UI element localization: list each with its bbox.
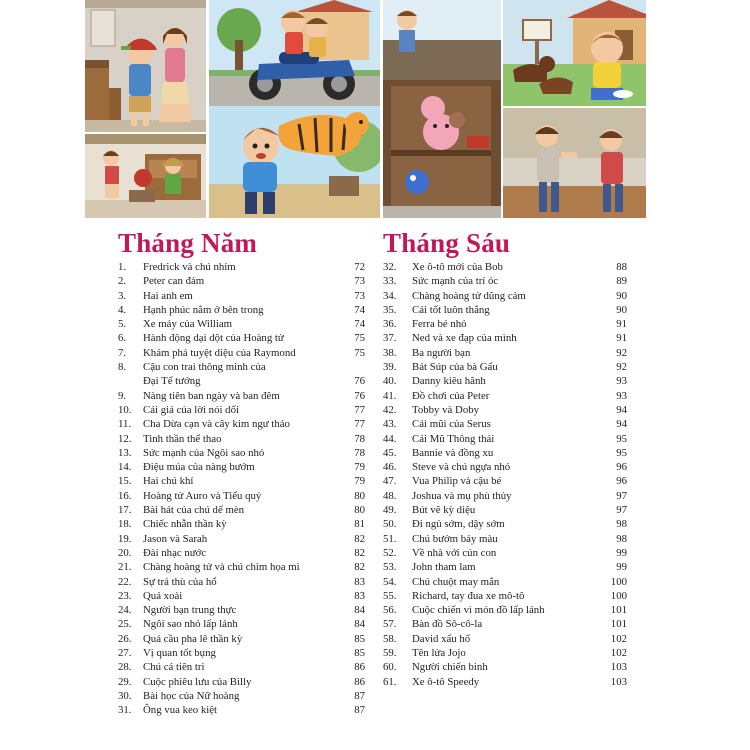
entry-number: 15. [118,475,132,488]
entry-number: 37. [383,332,397,345]
entry-page: 92 [616,361,627,374]
entry-page: 73 [354,289,365,302]
toc-entry [383,532,627,546]
entry-title: John tham lam [412,561,476,574]
entry-page: 100 [610,575,627,588]
entry-title: Vua Philip và cậu bé [412,475,502,488]
entry-page: 102 [610,632,627,645]
entry-number: 16. [118,489,132,502]
toc-entry [118,432,365,446]
entry-page: 77 [354,418,365,431]
entry-title: Cái mũi của Serus [412,418,491,431]
section-may [118,228,365,718]
entry-title: Danny kiêu hãnh [412,375,486,388]
entry-page: 103 [610,675,627,688]
entry-number: 20. [118,546,132,559]
entry-number: 49. [383,504,397,517]
entry-number: 13. [118,446,132,459]
entry-page: 92 [616,346,627,359]
entry-number: 7. [118,346,127,359]
entry-title: Cuộc phiêu lưu của Billy [143,675,252,688]
entry-title: Cái giá của lời nói dối [143,403,239,416]
entry-title: Cái Mũ Thông thái [412,432,495,445]
entry-number: 22. [118,575,132,588]
entry-number: 27. [118,647,132,660]
toc-entry [383,346,627,360]
entry-title: Bát Súp của bà Gấu [412,361,498,374]
toc-entry [383,474,627,488]
entry-title: Nàng tiên ban ngày và ban đêm [143,389,280,402]
entry-page: 83 [354,589,365,602]
entry-title: Đài nhạc nước [143,546,207,559]
entry-page: 75 [354,346,365,359]
entry-number: 34. [383,289,397,302]
entry-page: 80 [354,504,365,517]
toc-entry [118,646,365,660]
children-in-room-scene [85,134,206,218]
entry-number: 30. [118,689,132,702]
entry-number: 4. [118,303,127,316]
entry-page: 87 [354,704,365,717]
toc-entry [118,517,365,531]
entry-number: 6. [118,332,127,345]
entry-title: Bút vẽ kỳ diệu [412,504,476,517]
toc-entry [383,331,627,345]
entry-title: Ông vua keo kiệt [143,704,218,717]
entry-number: 58. [383,632,397,645]
toc-entry [118,317,365,331]
boy-with-dogs-scene [503,0,646,106]
entry-page: 95 [616,432,627,445]
entry-page: 84 [354,618,365,631]
entry-number: 19. [118,532,132,545]
entry-page: 82 [354,561,365,574]
entry-number: 38. [383,346,397,359]
toc-entry [383,489,627,503]
section-heading-may: Tháng Năm [118,228,258,258]
toc-entry [118,575,365,589]
entry-title: Ngôi sao nhỏ lấp lánh [143,618,238,631]
motorcycle-scene [209,0,380,106]
toc-entry [383,389,627,403]
toc-entry [383,446,627,460]
entry-page: 76 [354,389,365,402]
entry-page: 100 [610,589,627,602]
toc-entry [118,417,365,431]
toc-entry [383,589,627,603]
entry-number: 55. [383,589,397,602]
entry-title: Chàng hoàng tử dũng cảm [412,289,526,302]
entry-page: 82 [354,532,365,545]
toc-entry [118,303,365,317]
entry-number: 3. [118,289,127,302]
entry-page: 80 [354,489,365,502]
entry-title: Khám phá tuyệt diệu của Raymond [143,346,296,359]
entry-number: 35. [383,303,397,316]
illustration-collage [0,0,750,218]
entry-page: 73 [354,275,365,288]
toc-entry [383,546,627,560]
entry-page: 99 [616,546,627,559]
toc-entry [383,560,627,574]
entry-title: Điệu múa của nàng bướm [143,461,255,474]
entry-number: 53. [383,561,397,574]
toc-entry [118,474,365,488]
entry-title: Quả cầu pha lê thần kỳ [143,632,243,645]
entry-number: 47. [383,475,397,488]
entry-number: 56. [383,604,397,617]
entry-page: 101 [610,604,627,617]
entry-page: 101 [610,618,627,631]
entry-title: Sức mạnh của Ngôi sao nhỏ [143,446,265,459]
toc-entry [383,303,627,317]
entry-title: Ned và xe đạp của mình [412,332,517,345]
toc-entry [383,417,627,431]
entry-page: 94 [616,418,627,431]
entry-title: Sức mạnh của trí óc [412,275,499,288]
toc-entry [118,260,365,274]
boy-and-mother-scene [85,0,206,132]
entry-page: 85 [354,632,365,645]
entry-page: 98 [616,532,627,545]
toc-entry [383,603,627,617]
entry-title: Cha Dừa cạn và cây kim ngư thảo [143,418,290,431]
entry-title: Steve và chú ngựa nhỏ [412,461,511,474]
entry-title: Hoàng tử Auro và Tiểu quỷ [143,489,262,502]
entry-number: 9. [118,389,127,402]
entry-page: 95 [616,446,627,459]
toc-entry [118,632,365,646]
entry-page: 90 [616,289,627,302]
entry-title: Richard, tay đua xe mô-tô [412,589,525,602]
entry-title: Hạnh phúc nằm ở bên trong [143,303,264,316]
toc-entry [118,346,365,360]
entry-title: Hai chú khỉ [143,475,194,488]
toc-entry [383,432,627,446]
entry-title: Chú cá tiên tri [143,661,205,674]
toc-entry [118,446,365,460]
toc-entry [118,660,365,674]
entry-number: 28. [118,661,132,674]
entry-number: 14. [118,461,132,474]
section-heading-june: Tháng Sáu [383,228,511,258]
toys-on-shelf-scene [383,0,501,218]
entry-page: 103 [610,661,627,674]
entry-title: Bannie và đồng xu [412,446,494,459]
entry-page: 89 [616,275,627,288]
entry-page: 77 [354,403,365,416]
entry-page: 74 [354,303,365,316]
entry-page: 91 [616,318,627,331]
entry-page: 87 [354,689,365,702]
entry-number: 54. [383,575,397,588]
entry-title: Đi ngủ sớm, dậy sớm [412,518,505,531]
entry-title: Quả xoài [143,589,183,602]
entry-number: 43. [383,418,397,431]
entry-number: 39. [383,361,397,374]
toc-entry [118,617,365,631]
entry-title: Chú bướm bảy màu [412,532,498,545]
entry-title: Xe ô-tô Speedy [412,675,480,688]
entry-page: 86 [354,675,365,688]
entry-page: 97 [616,489,627,502]
toc-entry [118,603,365,617]
entry-title: Chiếc nhẫn thần kỳ [143,518,227,531]
toc-entry [118,360,365,374]
entry-title: Về nhà với cún con [412,546,497,559]
entry-page: 93 [616,389,627,402]
toc-entry [118,289,365,303]
entry-title: Ba người bạn [412,346,471,359]
entry-title: Xe ô-tô mới của Bob [412,261,503,273]
entry-title: Bài hát của chú dế mèn [143,504,245,517]
entry-number: 2. [118,275,127,288]
toc-entry [118,503,365,517]
entry-title: Xe máy của William [143,318,233,331]
entry-title: Đồ chơi của Peter [412,389,490,402]
entry-title: Sự trả thù của hổ [143,575,217,588]
entry-page: 78 [354,432,365,445]
entry-number: 40. [383,375,397,388]
toc-entry [383,503,627,517]
entry-title: Joshua và mụ phù thủy [412,489,512,502]
tiger-chase-scene [209,106,380,218]
entry-number: 51. [383,532,397,545]
entry-number: 52. [383,546,397,559]
entry-page: 97 [616,504,627,517]
entry-number: 12. [118,432,132,445]
toc-entry [118,374,365,388]
entry-title: Tobby và Doby [412,403,480,416]
entry-title: Bài học của Nữ hoàng [143,689,240,702]
entry-title: Cái tốt luôn thắng [412,303,490,316]
entry-number: 23. [118,589,132,602]
entry-number: 46. [383,461,397,474]
toc-entry [118,489,365,503]
toc-entry [118,460,365,474]
entry-number: 5. [118,318,127,331]
entry-title: Hai anh em [143,289,193,302]
entry-number: 50. [383,518,397,531]
toc-entry [118,274,365,288]
toc-entry [118,689,365,703]
toc-list-may [118,260,365,718]
entry-title: Bàn đồ Sô-cô-la [412,618,483,631]
toc-entry [383,517,627,531]
entry-title: David xấu hổ [412,632,471,645]
entry-page: 98 [616,518,627,531]
entry-number: 10. [118,403,132,416]
toc-entry [118,546,365,560]
entry-page: 96 [616,461,627,474]
entry-number: 32. [383,261,397,273]
entry-number: 26. [118,632,132,645]
entry-page: 99 [616,561,627,574]
toc-list-june [383,260,627,689]
entry-page: 93 [616,375,627,388]
entry-number: 48. [383,489,397,502]
entry-page: 94 [616,403,627,416]
entry-title: Vị quan tốt bụng [143,647,216,660]
entry-page: 79 [354,475,365,488]
entry-title: Peter can đảm [143,275,205,288]
toc-entry [383,660,627,674]
toc-entry [383,646,627,660]
entry-page: 83 [354,575,365,588]
entry-page: 74 [354,318,365,331]
entry-number: 18. [118,518,132,531]
entry-number: 44. [383,432,397,445]
entry-title: Hành động dại dột của Hoàng tử [143,332,284,345]
entry-number: 59. [383,647,397,660]
entry-title: Người bạn trung thực [143,604,237,617]
two-boys-talking-scene [503,108,646,218]
entry-page: 86 [354,661,365,674]
toc-entry [118,532,365,546]
entry-page: 79 [354,461,365,474]
entry-number: 1. [118,261,127,273]
entry-page: 84 [354,604,365,617]
entry-title: Người chiến binh [412,661,488,674]
toc-entry [118,403,365,417]
toc-entry [383,575,627,589]
toc-entry [118,560,365,574]
entry-number: 25. [118,618,132,631]
toc-entry [383,403,627,417]
entry-number: 57. [383,618,397,631]
entry-number: 41. [383,389,397,402]
toc-entry [383,675,627,689]
entry-number: 17. [118,504,132,517]
entry-title: Fredrick và chú nhím [143,261,236,273]
toc-entry [383,374,627,388]
entry-number: 8. [118,361,127,374]
entry-page: 102 [610,647,627,660]
entry-number: 31. [118,704,132,717]
entry-title: Cậu con trai thông minh của [143,361,266,374]
toc-entry [118,389,365,403]
entry-title: Cuộc chiến vì món đồ lấp lánh [412,604,545,617]
entry-title: Chàng hoàng tử và chú chim họa mi [143,561,300,574]
toc-entry [118,703,365,717]
entry-number: 61. [383,675,397,688]
entry-number: 60. [383,661,397,674]
toc-entry [383,460,627,474]
toc-entry [383,617,627,631]
entry-page: 90 [616,303,627,316]
entry-number: 33. [383,275,397,288]
toc-entry [118,589,365,603]
entry-number: 24. [118,604,132,617]
toc-entry [383,360,627,374]
entry-page: 72 [354,261,365,273]
entry-title: Đại Tể tướng [143,375,201,388]
entry-page: 85 [354,647,365,660]
toc-entry [383,632,627,646]
entry-page: 96 [616,475,627,488]
entry-title: Tên lửa Jojo [412,647,466,660]
toc-entry [383,317,627,331]
entry-title: Jason và Sarah [143,532,208,545]
toc-entry [118,331,365,345]
entry-title: Chú chuột may mắn [412,575,500,588]
entry-number: 45. [383,446,397,459]
entry-page: 82 [354,546,365,559]
entry-page: 75 [354,332,365,345]
toc-entry [383,260,627,274]
toc-entry [118,675,365,689]
entry-number: 29. [118,675,132,688]
entry-number: 21. [118,561,132,574]
section-june [383,228,627,689]
toc-entry [383,289,627,303]
entry-page: 76 [354,375,365,388]
entry-page: 88 [616,261,627,273]
entry-title: Ferra bé nhỏ [412,318,467,331]
entry-page: 78 [354,446,365,459]
toc-entry [383,274,627,288]
entry-title: Tinh thần thể thao [143,432,222,445]
entry-number: 42. [383,403,397,416]
entry-number: 11. [118,418,132,431]
entry-page: 81 [354,518,365,531]
entry-page: 91 [616,332,627,345]
entry-number: 36. [383,318,397,331]
